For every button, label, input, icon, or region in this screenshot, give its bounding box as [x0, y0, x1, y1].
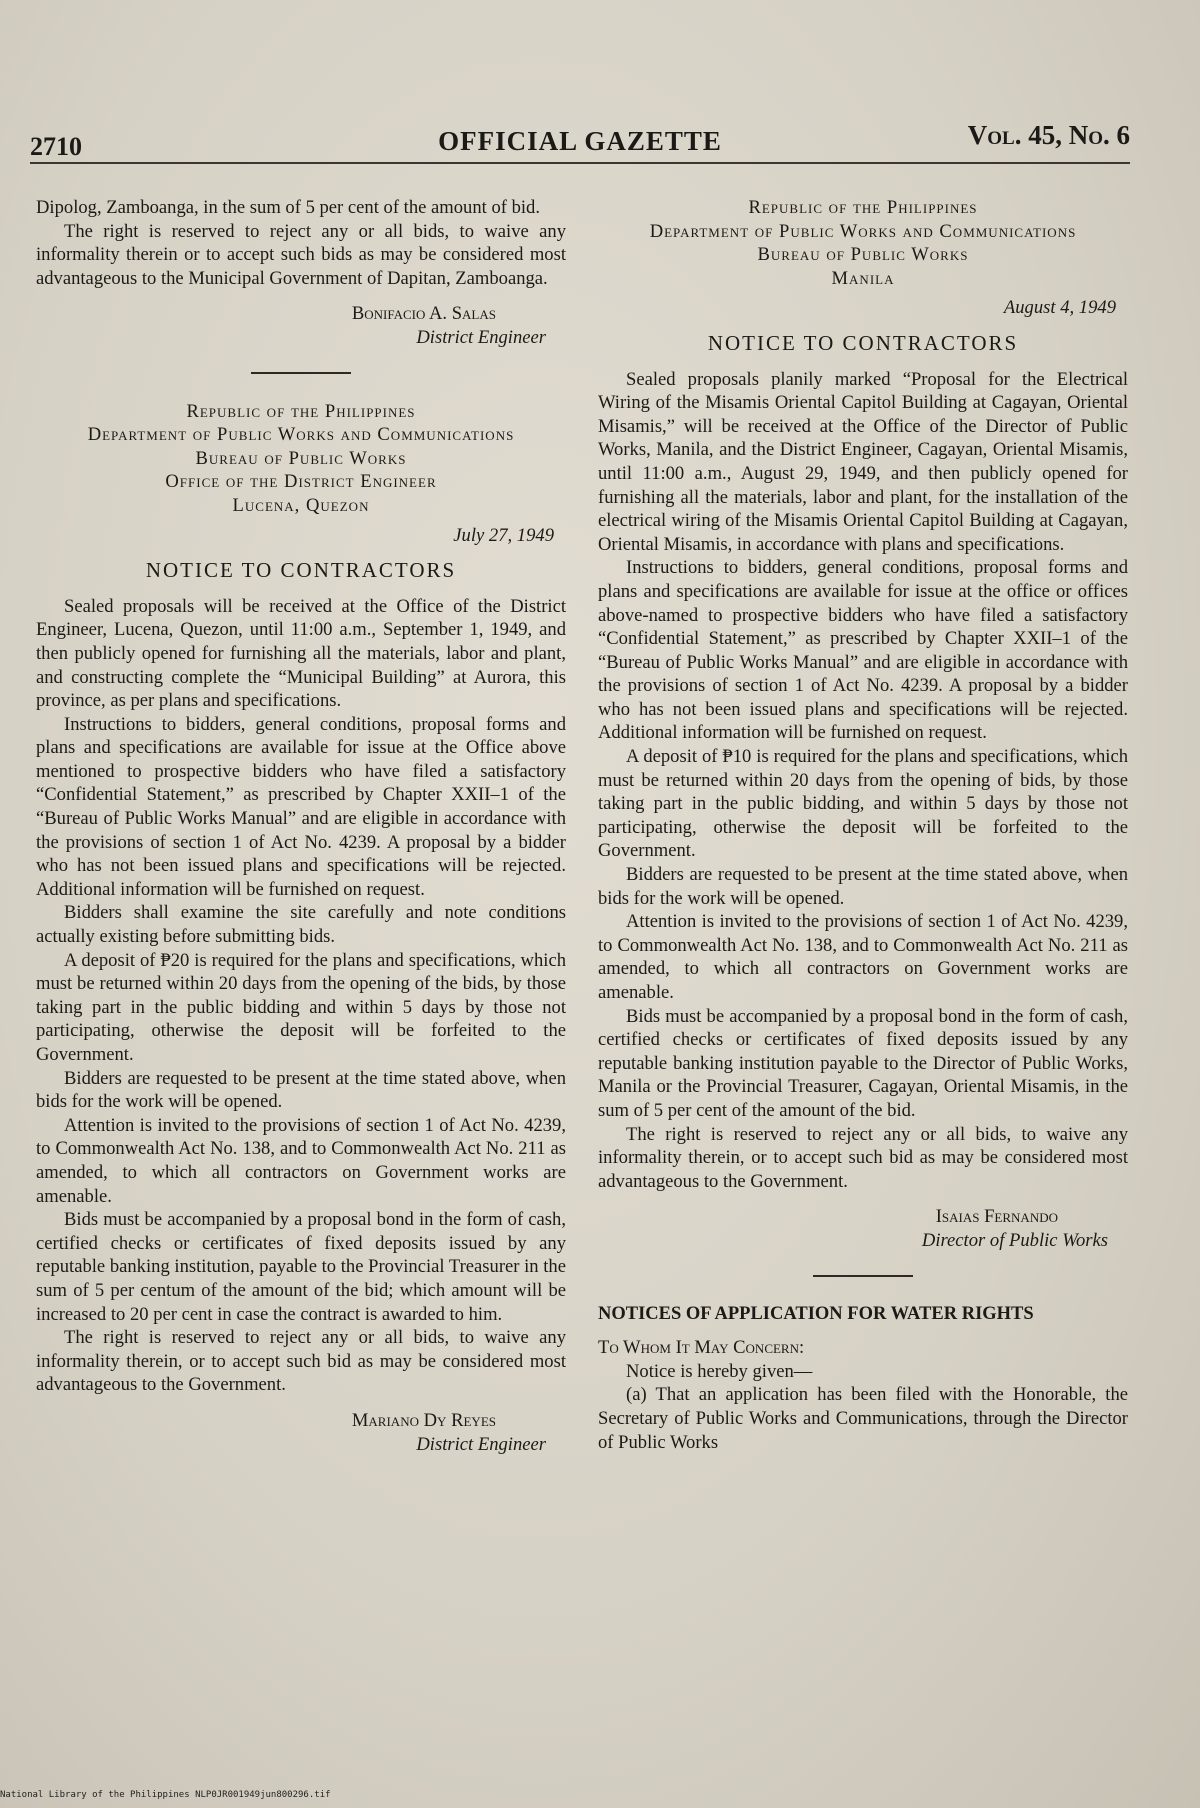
page-number: 2710 [30, 132, 82, 161]
right-paragraph: Bids must be accompanied by a proposal bond in the form of cash, certified checks or certificates of fixed deposits issued by any reputable banking institution payable to the Director of Public Works, Manila or the Provincial Treasurer, Cagayan, Oriental Misamis, in the sum of 5 per cent of the amount of the bid. [598, 1005, 1128, 1121]
section-divider [813, 1275, 913, 1277]
left-paragraph: Bidders shall examine the site carefully and note conditions actually existing before submitting bids. [36, 902, 566, 948]
right-notice-title: NOTICE TO CONTRACTORS [707, 330, 1019, 355]
signature-name-reyes: Mariano Dy Reyes [351, 1409, 496, 1431]
publication-title: OFFICIAL GAZETTE [438, 126, 722, 156]
notice-given-line: Notice is hereby given— [626, 1360, 813, 1382]
left-paragraph: Instructions to bidders, general conditions, proposal forms and plans and specifications are available for issue at the Office above mentioned to prospective bidders who have filed a satisfactory “Confidential Statement,” as prescribed by Chapter XXII–1 of the “Bureau of Public Works Manual” and are eligible in accordance with the provisions of section 1 of Act No. 4239. A proposal by a bidder who has not been issued plans and specifications will be rejected. Additional information will be furnished on request. [36, 713, 566, 900]
right-paragraph: Bidders are requested to be present at the time stated above, when bids for the work will be opened. [598, 864, 1128, 909]
right-heading-1: Republic of the Philippines [748, 197, 978, 218]
signature-title-fernando: Director of Public Works [921, 1229, 1108, 1251]
left-paragraph: The right is reserved to reject any or all bids, to waive any informality therein, or to accept such bid as may be considered most advantageous to the Government. [36, 1327, 566, 1396]
item-a-paragraph: (a) That an application has been filed with the Honorable, the Secretary of Public Works and Communications, through the Director of Public Works [598, 1384, 1128, 1453]
left-paragraph: Bids must be accompanied by a proposal bond in the form of cash, certified checks or certificates of fixed deposits issued by any reputable banking institution, payable to the Provincial Treasurer in the sum of 5 per centum of the amount of the bid; which amount will be increased to 20 per cent in case the contract is awarded to him. [36, 1209, 566, 1325]
right-paragraph: The right is reserved to reject any or all bids, to waive any informality therein, or to accept such bid as may be considered most advantageous to the Government. [598, 1123, 1128, 1192]
signature-name-salas: Bonifacio A. Salas [351, 303, 496, 325]
page-header [30, 118, 1130, 164]
signature-title-salas: District Engineer [416, 326, 546, 348]
left-heading-1: Republic of the Philippines [186, 400, 416, 422]
right-paragraph: Attention is invited to the provisions of section 1 of Act No. 4239, to Commonwealth Act No. 138, and to Commonwealth Act No. 211 as amended, to which all contractors on Government works are amenable. [598, 911, 1128, 1003]
left-paragraph: Attention is invited to the provisions of section 1 of Act No. 4239, to Commonwealth Act No. 138, and to Commonwealth Act No. 211 as amended, to which all contractors on Government works are amenable. [36, 1114, 566, 1207]
left-intro-1: Dipolog, Zamboanga, in the sum of 5 per cent of the amount of bid. [36, 197, 540, 218]
left-paragraph: A deposit of ₱20 is required for the plans and specifications, which must be returned within 20 days from the opening of the bids, by those taking part in the public bidding and within 5 days by those not participating, otherwise the deposit will be forfeited to the Government. [36, 949, 566, 1065]
left-date: July 27, 1949 [453, 524, 554, 546]
signature-name-fernando: Isaias Fernando [935, 1206, 1058, 1228]
right-heading-4: Manila [831, 267, 895, 289]
left-paragraph: Bidders are requested to be present at the time stated above, when bids for the work will be opened. [36, 1067, 566, 1113]
section-divider [251, 372, 351, 374]
to-whom-salutation: To Whom It May Concern: [598, 1337, 805, 1359]
right-date: August 4, 1949 [1003, 297, 1116, 319]
left-column [36, 196, 566, 1456]
left-intro-2: The right is reserved to reject any or all bids, to waive any informality therein or to accept such bids as may be considered most advantageous to the Municipal Government of Dapitan, Zamboanga. [36, 220, 566, 289]
scan-footer: National Library of the Philippines NLP0JR001949jun800296.tif [0, 1790, 331, 1800]
left-notice-title: NOTICE TO CONTRACTORS [145, 558, 457, 583]
right-paragraph: Instructions to bidders, general conditions, proposal forms and plans and specifications are available for issue at the office or offices above-named to prospective bidders who have filed a satisfactory “Confidential Statement,” as prescribed by Chapter XXII–1 of the “Bureau of Public Works Manual” and are eligible in accordance with the provisions of section 1 of Act No. 4239. A proposal by a bidder who has not been issued plans and specifications will be rejected. Additional information will be furnished on request. [598, 557, 1128, 744]
right-heading-2: Department of Public Works and Communications [649, 220, 1077, 242]
left-heading-5: Lucena, Quezon [232, 494, 370, 516]
right-paragraph: A deposit of ₱10 is required for the plans and specifications, which must be returned within 20 days from the opening of bids, by those taking part in the public bidding, and within 5 days by those not participating, otherwise the deposit will be forfeited to the Government. [598, 746, 1128, 862]
right-column [598, 196, 1128, 1454]
right-heading-3: Bureau of Public Works [757, 244, 969, 266]
signature-title-reyes: District Engineer [416, 1433, 546, 1455]
water-rights-heading: NOTICES OF APPLICATION FOR WATER RIGHTS [598, 1303, 1034, 1324]
left-heading-3: Bureau of Public Works [195, 447, 407, 469]
volume-number: Vol. 45, No. 6 [967, 120, 1130, 150]
right-paragraph: Sealed proposals planily marked “Proposal for the Electrical Wiring of the Misamis Oriental Capitol Building at Cagayan, Oriental Misamis,” will be received at the Office of the Director of Public Works, Manila, and the District Engineer, Cagayan, Oriental Misamis, until 11:00 a.m., August 29, 1949, and then publicly opened for furnishing all the materials, labor and plant, for the installation of the electrical wiring of the Misamis Oriental Capitol Building at Cagayan, Oriental Misamis, in accordance with plans and specifications. [598, 368, 1128, 555]
left-heading-2: Department of Public Works and Communications [87, 424, 515, 446]
left-paragraph: Sealed proposals will be received at the Office of the District Engineer, Lucena, Quezon, until 11:00 a.m., September 1, 1949, and then publicly opened for furnishing all the materials, labor and plant, and constructing complete the “Municipal Building” at Aurora, this province, as per plans and specifications. [36, 595, 566, 712]
left-heading-4: Office of the District Engineer [165, 471, 437, 493]
